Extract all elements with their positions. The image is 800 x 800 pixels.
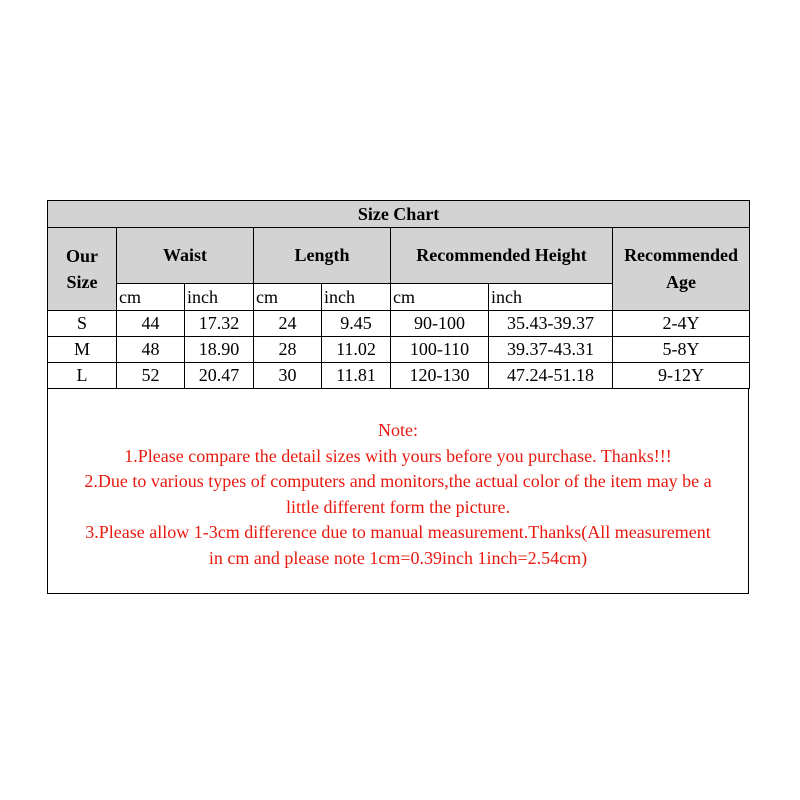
size-chart	[47, 200, 749, 598]
note-line-4: 3.Please allow 1-3cm difference due to manual measurement.Thanks(All measurement	[85, 522, 711, 542]
header-length: Length	[254, 228, 391, 284]
header-recommended-age	[613, 228, 750, 311]
header-our-size-line1: Our	[65, 246, 98, 266]
header-our-size-line2: Size	[66, 272, 98, 292]
waist-cm-cell: 52	[117, 363, 185, 389]
unit-height-cm: cm	[391, 284, 489, 311]
length-cm-cell: 28	[254, 337, 322, 363]
note-line-3: little different form the picture.	[285, 496, 511, 517]
size-cell: M	[48, 337, 117, 363]
note-box	[47, 389, 749, 594]
note-line-1: 1.Please compare the detail sizes with yours before you purchase. Thanks!!!	[124, 445, 672, 466]
waist-cm-cell: 48	[117, 337, 185, 363]
age-cell: 2-4Y	[613, 311, 750, 337]
unit-height-inch: inch	[489, 284, 613, 311]
waist-cm-cell: 44	[117, 311, 185, 337]
unit-waist-inch: inch	[185, 284, 254, 311]
length-cm-cell: 30	[254, 363, 322, 389]
note-line-5: in cm and please note 1cm=0.39inch 1inch=2.54cm)	[208, 547, 588, 568]
height-cm-cell: 100-110	[391, 337, 489, 363]
age-cell: 9-12Y	[613, 363, 750, 389]
table-row	[48, 337, 750, 363]
unit-length-cm: cm	[254, 284, 322, 311]
note-line-2: 2.Due to various types of computers and monitors,the actual color of the item may be a	[84, 471, 712, 491]
unit-waist-cm: cm	[117, 284, 185, 311]
height-inch-cell: 35.43-39.37	[489, 311, 613, 337]
waist-inch-cell: 17.32	[185, 311, 254, 337]
height-inch-cell: 39.37-43.31	[489, 337, 613, 363]
chart-title: Size Chart	[48, 201, 750, 228]
header-waist: Waist	[117, 228, 254, 284]
height-inch-cell: 47.24-51.18	[489, 363, 613, 389]
unit-length-inch: inch	[322, 284, 391, 311]
table-row	[48, 363, 750, 389]
length-inch-cell: 11.02	[322, 337, 391, 363]
table-row	[48, 311, 750, 337]
height-cm-cell: 120-130	[391, 363, 489, 389]
length-inch-cell: 9.45	[322, 311, 391, 337]
size-table	[47, 200, 750, 389]
note-heading: Note:	[378, 420, 418, 440]
age-cell: 5-8Y	[613, 337, 750, 363]
size-cell: L	[48, 363, 117, 389]
waist-inch-cell: 20.47	[185, 363, 254, 389]
length-inch-cell: 11.81	[322, 363, 391, 389]
length-cm-cell: 24	[254, 311, 322, 337]
header-age-line1: Recommended	[624, 245, 739, 265]
height-cm-cell: 90-100	[391, 311, 489, 337]
header-our-size	[48, 228, 117, 311]
size-cell: S	[48, 311, 117, 337]
waist-inch-cell: 18.90	[185, 337, 254, 363]
header-recommended-height: Recommended Height	[391, 228, 613, 284]
header-age-line2: Age	[666, 272, 697, 292]
